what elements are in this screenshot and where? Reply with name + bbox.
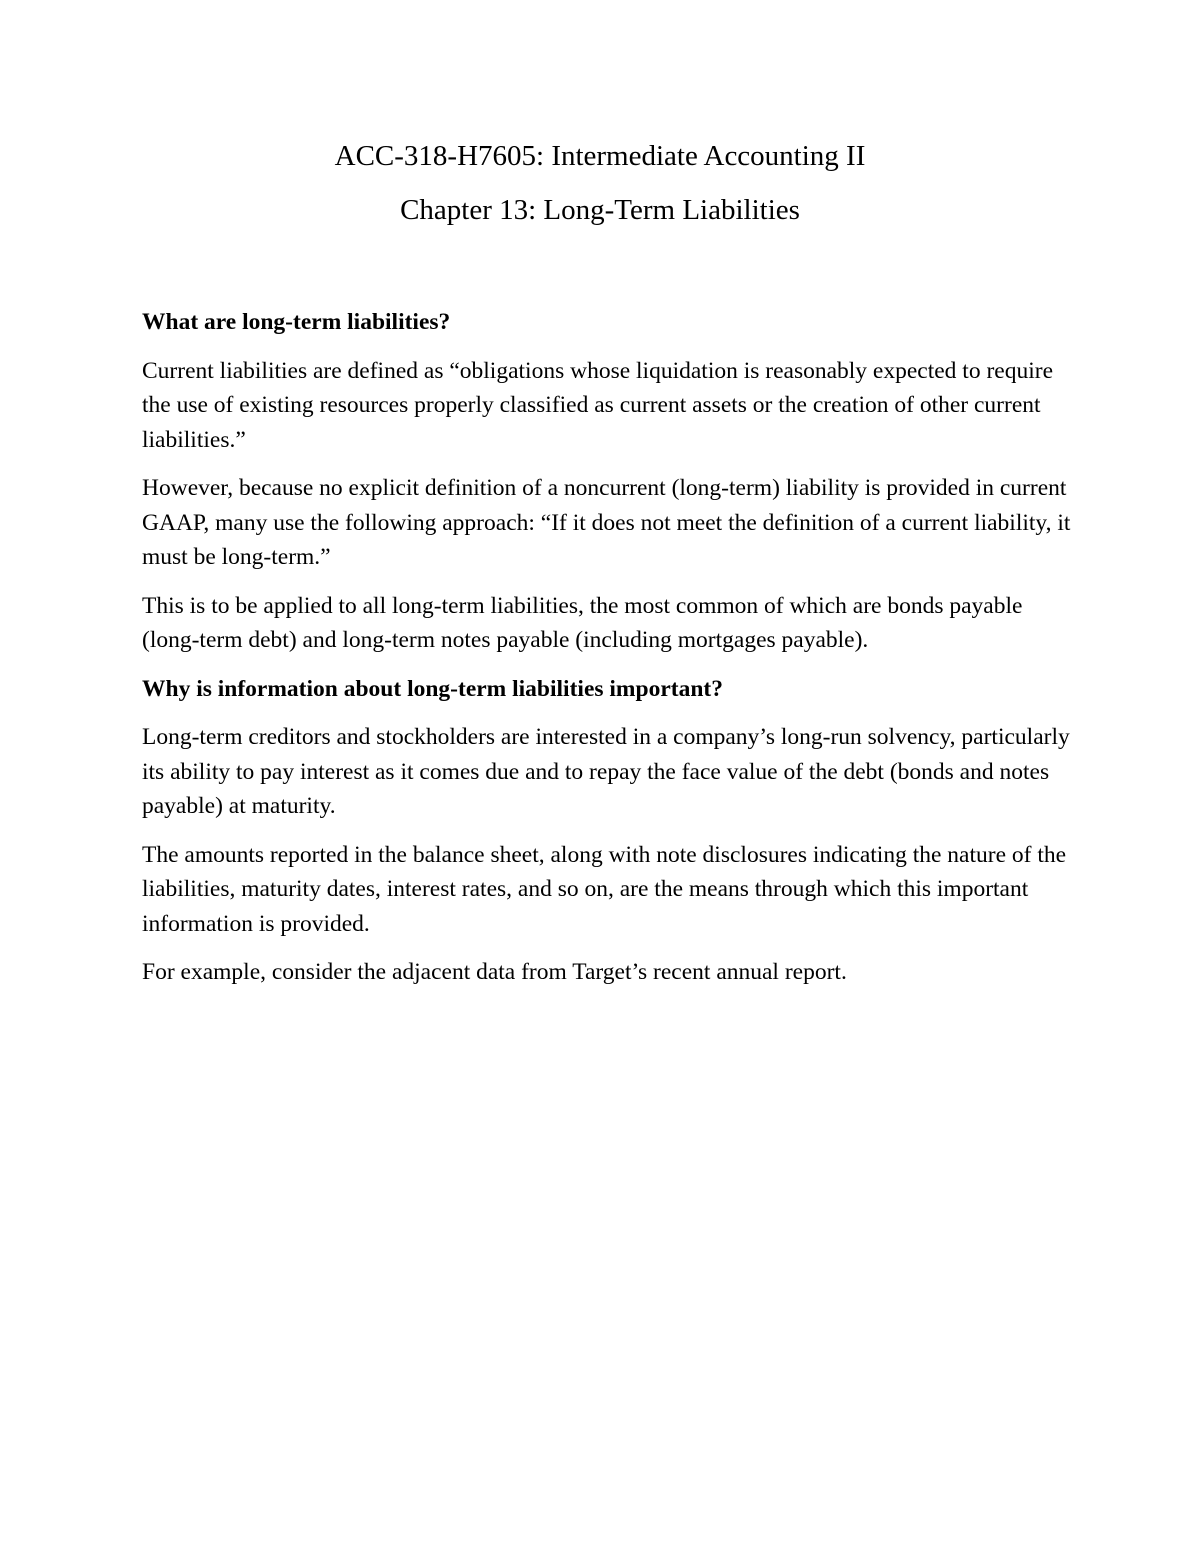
section-heading-why-important: Why is information about long-term liabilities important? — [142, 675, 723, 702]
section-heading-what-are: What are long-term liabilities? — [142, 309, 451, 335]
paragraph-current-liabilities-definition: Current liabilities are defined as “obligations whose liquidation is reasonably expected to require the use of existing resources properly classified as current assets or the creation of other current liabilities.” — [142, 357, 1054, 453]
paragraph-target-example: For example, consider the adjacent data from Target’s recent annual report. — [142, 959, 847, 985]
document-body — [142, 305, 1072, 1004]
chapter-title: Chapter 13: Long-Term Liabilities — [400, 194, 800, 226]
paragraph-amounts-reported: The amounts reported in the balance sheet, along with note disclosures indicating the nature of the liabilities, maturity dates, interest rates, and so on, are the means through which this important information is provided. — [142, 841, 1067, 937]
course-title: ACC-318-H7605: Intermediate Accounting II — [334, 140, 866, 172]
paragraph-noncurrent-approach: However, because no explicit definition of a noncurrent (long-term) liability is provided in current GAAP, many use the following approach: “If it does not meet the definition of a current liability, it must be long-term.” — [142, 475, 1071, 570]
paragraph-applied-to-all: This is to be applied to all long-term liabilities, the most common of which are bonds payable (long-term debt) and long-term notes payable (including mortgages payable). — [142, 592, 1023, 653]
document-header — [0, 138, 1200, 228]
paragraph-creditors-interest: Long-term creditors and stockholders are interested in a company’s long-run solvency, particularly its ability to pay interest as it comes due and to repay the face value of the debt (bonds and notes payable) at maturity. — [142, 724, 1070, 819]
